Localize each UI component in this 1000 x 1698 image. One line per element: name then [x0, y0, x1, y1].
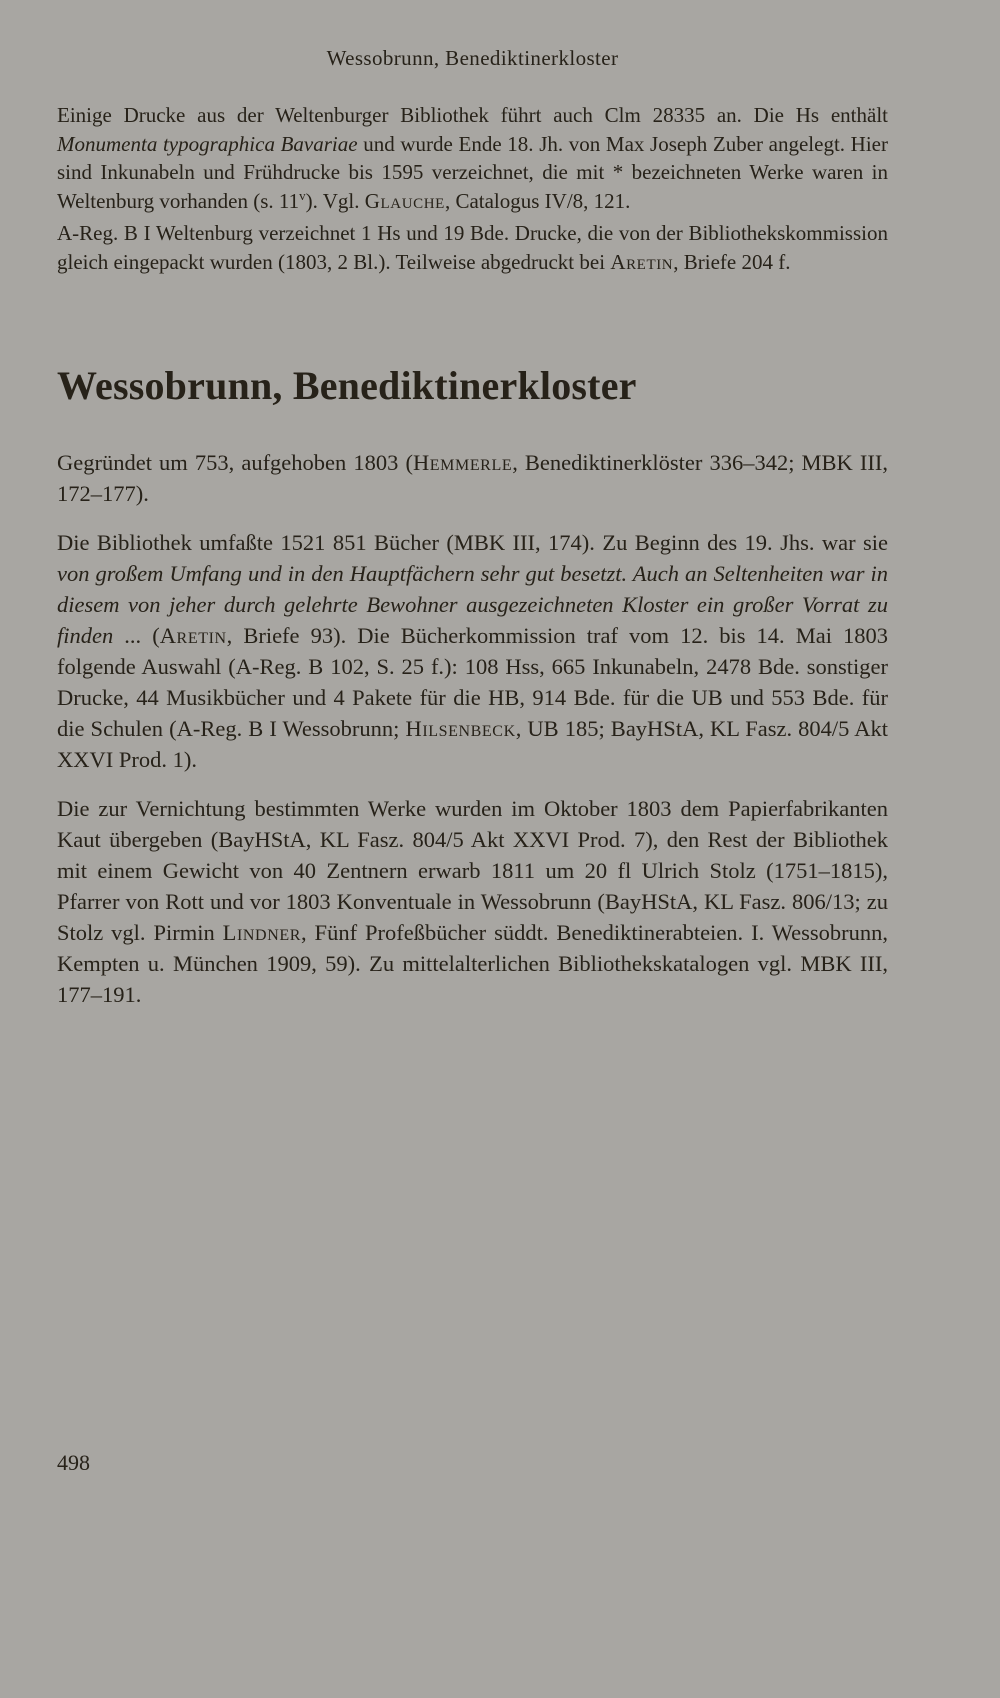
text-segment-smallcaps: Aretin [610, 249, 674, 274]
text-segment-smallcaps: Glauche [364, 188, 445, 213]
intro-paragraph-2 [57, 219, 888, 276]
text-segment: und wurde Ende 18. Jh. von Max Joseph Zuber angelegt. Hier sind Inkunabeln und Frühdrucke bis 1595 verzeichnet, die mit * bezeichneten Werke waren in Weltenburg vorhanden (s. 11 [57, 131, 889, 213]
section-paragraph-2 [57, 527, 888, 775]
section-paragraph-1 [57, 447, 888, 509]
text-segment-smallcaps: Lindner [222, 920, 302, 945]
text-segment: , Briefe 93). Die Bücherkommission traf vom 12. bis 14. Mai 1803 folgende Auswahl (A-Reg. B 102, S. 25 f.): 108 Hss, 665 Inkunabeln, 2478 Bde. sonstiger Drucke, 44 Musikbücher und 4 Pakete für die HB, 914 Bde. für die UB und 553 Bde. für die Schulen (A-Reg. B I Wessobrunn; [57, 623, 888, 741]
text-segment: ). Vgl. [305, 188, 365, 213]
text-segment-smallcaps: Aretin [159, 623, 227, 648]
section-heading: Wessobrunn, Benediktinerkloster [57, 363, 637, 408]
intro-paragraph-1 [57, 101, 888, 215]
text-segment: Gegründet um 753, aufgehoben 1803 ( [57, 450, 413, 475]
intro-block [57, 101, 888, 276]
text-segment: A-Reg. B I Weltenburg verzeichnet 1 Hs und 19 Bde. Drucke, die von der Bibliothekskommission gleich eingepackt wurden (1803, 2 Bl.). Teilweise abgedruckt bei [57, 221, 888, 274]
text-segment: , Catalogus IV/8, 121. [444, 188, 631, 213]
text-segment: Die Bibliothek umfaßte 1521 851 Bücher (MBK III, 174). Zu Beginn des 19. Jhs. war sie [57, 530, 888, 555]
text-segment: , Briefe 204 f. [673, 249, 791, 274]
text-segment-italic: Monumenta typographica Bavariae [57, 131, 358, 156]
running-head: Wessobrunn, Benediktinerkloster [326, 46, 619, 70]
text-segment: , UB 185; BayHStA, KL Fasz. 804/5 Akt XXVI Prod. 1). [57, 716, 888, 772]
text-segment: Einige Drucke aus der Weltenburger Bibliothek führt auch Clm 28335 an. Die Hs enthält [57, 103, 888, 127]
text-segment-smallcaps: Hemmerle [412, 450, 513, 475]
page-number: 498 [57, 1450, 90, 1475]
text-segment: Die zur Vernichtung bestimmten Werke wurden im Oktober 1803 dem Papierfabrikanten Kaut übergeben (BayHStA, KL Fasz. 804/5 Akt XXVI Prod. 7), den Rest der Bibliothek mit einem Gewicht von 40 Zentnern erwarb 1811 um 20 fl Ulrich Stolz (1751–1815), Pfarrer von Rott und vor 1803 Konventuale in Wessobrunn (BayHStA, KL Fasz. 806/13; zu Stolz vgl. Pirmin [57, 796, 888, 945]
text-segment-smallcaps: Hilsenbeck [405, 716, 516, 741]
text-segment: ... ( [113, 623, 160, 648]
text-segment: , Benediktinerklöster 336–342; MBK III, 172–177). [57, 450, 888, 506]
section-paragraph-3 [57, 793, 888, 1010]
text-segment-italic: von großem Umfang und in den Hauptfächern sehr gut besetzt. Auch an Seltenheiten war in diesem von jeher durch gelehrte Bewohner ausgezeichneten Kloster ein großer Vorrat zu finden [57, 561, 888, 648]
text-segment: , Fünf Profeßbücher süddt. Benediktinerabteien. I. Wessobrunn, Kempten u. München 1909, 59). Zu mittelalterlichen Bibliothekskatalogen vgl. MBK III, 177–191. [57, 920, 889, 1007]
text-segment-superscript: v [299, 187, 306, 203]
section-block [57, 447, 888, 1010]
